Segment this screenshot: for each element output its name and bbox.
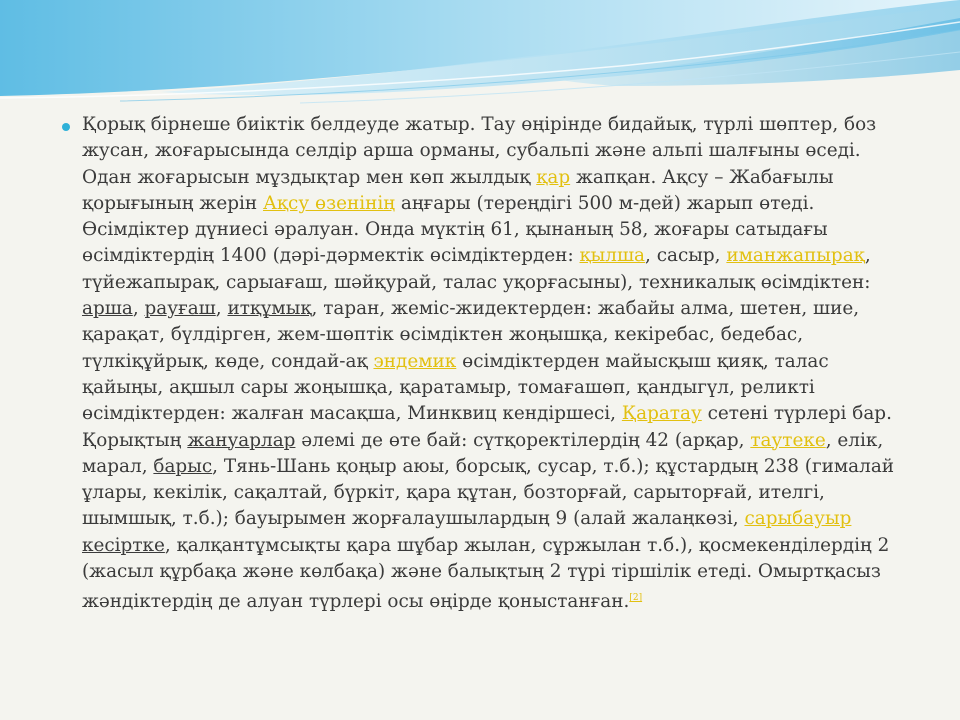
text-segment: аңғары (тереңдігі 500 м-дей) жарып өтеді. Өсімдіктер дүниесі әралуан. Онда мүктің 61, қынаның 58, жоғары сатыдағы өсімдіктердің 1400 (дәрі-дәрмектік өсімдіктерден: [82, 192, 828, 267]
link-qaratau[interactable]: Қаратау [621, 403, 702, 425]
link-aksu-river[interactable]: Ақсу өзенінің [262, 192, 396, 214]
text-segment: сетені түрлері бар. Қорықтың [82, 403, 892, 451]
link-endemik[interactable]: эндемик [373, 350, 457, 372]
body-paragraph [82, 112, 912, 616]
text-segment: әлемі де өте бай: сүтқоректілердің 42 (арқар, [295, 429, 751, 451]
text-segment: өсімдіктерден майысқыш қияқ, талас қайыңы, ақшыл сары жоңышқа, қаратамыр, томағашөп, қандыгүл, реликті өсімдіктерден: жалған масақша, Минквиц кендіршесі, [82, 350, 829, 425]
text-segment: , Тянь-Шань қоңыр аюы, борсық, сусар, т.б.); құстардың 238 (гималай ұлары, кекілік, сақалтай, бүркіт, қара құтан, бозторғай, сарыторғай, ителгі, шымшық, т.б.); бауырымен жорғалаушылардың 9 (алай жалаңкөзі, [82, 455, 895, 530]
bullet-item [62, 112, 912, 616]
text-segment: , сасыр, [645, 245, 727, 267]
text-segment: , [215, 298, 228, 320]
link-itqumyq[interactable]: итқұмық [227, 298, 312, 320]
text-segment: , таран, жеміс-жидектерден: жабайы алма, шетен, шие, қарақат, бүлдірген, жем-шөптік өсімдіктен жоңышқа, кекіребас, бедебас, түлкіқұйрық, көде, сондай-ақ [82, 298, 860, 372]
text-segment: , қалқантұмсықты қара шұбар жылан, сұржылан т.б.), қосмекенділердің 2 (жасыл құрбақа және көлбақа) және балықтың 2 түрі тіршілік етеді. Омыртқасыз жәндіктердің де алуан түрлері осы өңірде қоныстанған. [82, 534, 890, 613]
link-qylsha[interactable]: қылша [579, 245, 646, 267]
link-arsha[interactable]: арша [82, 298, 133, 320]
link-barys[interactable]: барыс [153, 455, 213, 477]
content-area [62, 112, 912, 616]
wave-header-decoration [0, 0, 960, 110]
text-segment: , елік, марал, [82, 429, 884, 477]
text-segment: , түйежапырақ, сарыағаш, шәйқурай, талас уқорғасыны), техникалық өсімдіктен: [82, 245, 871, 293]
bullet-dot-icon [62, 123, 70, 131]
link-zhanuarlar[interactable]: жануарлар [187, 429, 296, 451]
link-raugash[interactable]: рауғаш [144, 298, 216, 320]
text-segment: Қорық бірнеше биіктік белдеуде жатыр. Тау өңірінде бидайық, түрлі шөптер, боз жусан, жоғарысында селдір арша орманы, субальпі және альпі шалғыны өседі. Одан жоғарысын мұздықтар мен көп жылдық [82, 114, 877, 188]
link-qar[interactable]: қар [536, 166, 571, 188]
text-segment: жапқан. Ақсу – Жабағылы қорығының жерін [82, 166, 834, 214]
citation-link[interactable]: [2] [629, 593, 643, 604]
link-sarybauyr[interactable]: сарыбауыр [744, 508, 852, 530]
link-imanzhapyraq[interactable]: иманжапырақ [726, 245, 865, 267]
link-kesirtke[interactable]: кесіртке [82, 534, 165, 556]
text-segment: , [132, 298, 145, 320]
link-tauteke[interactable]: таутеке [750, 429, 826, 451]
